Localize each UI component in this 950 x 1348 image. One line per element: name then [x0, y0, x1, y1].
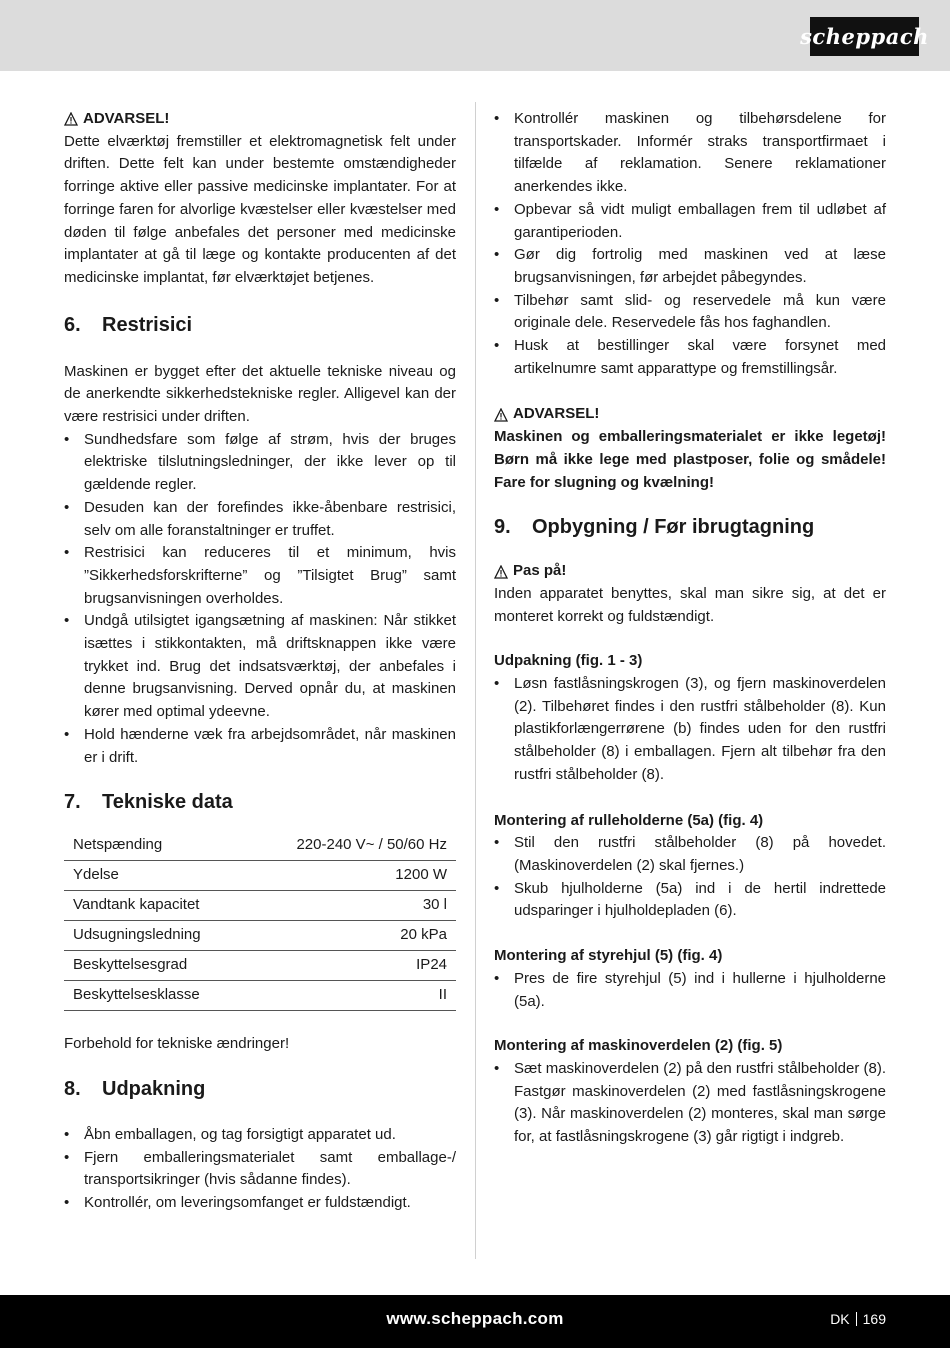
- section-number: 7.: [64, 791, 81, 814]
- warning-title: ADVARSEL!: [513, 405, 600, 423]
- subsection-title: Montering af maskinoverdelen (2) (fig. 5): [494, 1037, 783, 1055]
- list-item: • Opbevar så vidt muligt emballagen frem til udløbet af garantiperioden.: [494, 199, 886, 244]
- list-item: • Løsn fastlåsningskrogen (3), og fjern maskinoverdelen (2). Tilbehøret findes i den rustfri stålbeholder (8). Kun plastikforlængerrørene (b) findes uden for den rustfri stålbeholder (8) i emballagen. Fjern alt tilbehør fra den rustfri stålbeholder (8).: [494, 673, 886, 787]
- section-number: 6.: [64, 313, 81, 336]
- list-item: • Undgå utilsigtet igangsætning af maskinen: Når stikket isættes i stikkontakten, må driftsknappen ikke være trykket ind. Brug det indsatsværktøj, der anbefales i denne brugsanvisning. Derved opnår du, at maskinen kører med optimal ydeevne.: [64, 610, 456, 724]
- list-item: • Kontrollér maskinen og tilbehørsdelene for transportskader. Informér straks transportfirmaet i tilfælde af reklamation. Senere reklamationer anerkendes ikke.: [494, 108, 886, 199]
- list-item: • Stil den rustfri stålbeholder (8) på hovedet. (Maskinoverdelen (2) skal fjernes.): [494, 832, 886, 877]
- list-item: • Pres de fire styrehjul (5) ind i hullerne i hjulholderne (5a).: [494, 968, 886, 1013]
- warning-triangle-icon: [494, 565, 508, 579]
- list-item: • Gør dig fortrolig med maskinen ved at læse brugsanvisningen, før arbejdet påbegyndes.: [494, 244, 886, 289]
- brand-logo-text: scheppach: [800, 24, 929, 49]
- list-item: • Sundhedsfare som følge af strøm, hvis der bruges elektriske tilslutningsledninger, der ikke lever op til gældende regler.: [64, 429, 456, 497]
- subsection-title: Montering af styrehjul (5) (fig. 4): [494, 947, 723, 965]
- list-item: • Åbn emballagen, og tag forsigtigt apparatet ud.: [64, 1124, 456, 1147]
- subsection-list: [494, 832, 886, 923]
- page-indicator: [830, 1311, 886, 1327]
- caution-text: Inden apparatet benyttes, skal man sikre sig, at det er monteret korrekt og fuldstændigt.: [494, 584, 886, 625]
- left-column: [64, 108, 456, 1215]
- section-title: Tekniske data: [102, 791, 233, 814]
- list-item: • Husk at bestillinger skal være forsynet med artikelnumre samt apparattype og fremstillingsår.: [494, 335, 886, 380]
- table-row: [64, 981, 456, 1011]
- page-number: 169: [862, 1311, 886, 1327]
- unpacking-continued-list: [494, 108, 886, 380]
- column-divider: [475, 102, 476, 1259]
- table-row: [64, 831, 456, 861]
- language-code: DK: [830, 1311, 850, 1327]
- warning-heading: [64, 108, 456, 131]
- section-6-heading: [64, 312, 456, 338]
- warning-title: ADVARSEL!: [83, 110, 170, 127]
- subsection-list: [494, 1058, 886, 1149]
- section-title: Restrisici: [102, 313, 193, 336]
- caution-heading: [494, 560, 886, 583]
- list-item: • Hold hænderne væk fra arbejdsområdet, når maskinen er i drift.: [64, 724, 456, 769]
- table-row: [64, 951, 456, 981]
- list-item: • Skub hjulholderne (5a) ind i de hertil indrettede udsparinger i hjulholdepladen (6).: [494, 878, 886, 923]
- subsection-list: [494, 673, 886, 787]
- section-title: Udpakning: [102, 1077, 206, 1100]
- section-number: 9.: [494, 516, 511, 539]
- footer-url[interactable]: www.scheppach.com: [386, 1309, 564, 1328]
- spec-label: Udsugningsledning: [64, 921, 246, 951]
- warning-triangle-icon: [494, 408, 508, 422]
- warning-text: Maskinen og emballeringsmaterialet er ikke legetøj! Børn må ikke lege med plastposer, folie og smådele! Fare for slugning og kvælning!: [494, 428, 886, 491]
- spec-label: Vandtank kapacitet: [64, 891, 246, 921]
- table-row: [64, 891, 456, 921]
- page-separator: [856, 1312, 857, 1326]
- spec-label: Netspænding: [64, 831, 246, 861]
- brand-logo: [800, 17, 929, 56]
- table-row: [64, 921, 456, 951]
- section-7-heading: [64, 789, 456, 815]
- spec-value: II: [246, 981, 456, 1011]
- subsection-list: [494, 968, 886, 1013]
- spec-value: 220-240 V~ / 50/60 Hz: [246, 831, 456, 861]
- warning-triangle-icon: [64, 112, 78, 126]
- spec-value: 20 kPa: [246, 921, 456, 951]
- section-8-heading: [64, 1076, 456, 1102]
- table-row: [64, 861, 456, 891]
- spec-label: Beskyttelsesklasse: [64, 981, 246, 1011]
- spec-note: Forbehold for tekniske ændringer!: [64, 1035, 290, 1053]
- list-item: • Tilbehør samt slid- og reservedele må kun være originale dele. Reservedele fås hos faghandlen.: [494, 290, 886, 335]
- spec-value: 1200 W: [246, 861, 456, 891]
- spec-label: Ydelse: [64, 861, 246, 891]
- subsection-title: Udpakning (fig. 1 - 3): [494, 652, 643, 670]
- caution-title: Pas på!: [513, 562, 567, 580]
- footer-bar: [0, 1295, 950, 1348]
- list-item: • Desuden kan der forefindes ikke-åbenbare restrisici, selv om alle foranstaltninger er truffet.: [64, 497, 456, 542]
- subsection-title: Montering af rulleholderne (5a) (fig. 4): [494, 811, 764, 829]
- section-6-intro: Maskinen er bygget efter det aktuelle tekniske niveau og de anerkendte sikkerhedstekniske regler. Alligevel kan der være restrisici under driften.: [64, 362, 456, 426]
- spec-value: IP24: [246, 951, 456, 981]
- list-item: • Sæt maskinoverdelen (2) på den rustfri stålbeholder (8). Fastgør maskinoverdelen (2) med fastlåsningskrogene (3). Når maskinoverdelen (2) monteres, skal man sørge for, at fastlåsningskrogene (3) går rigtigt i indgreb.: [494, 1058, 886, 1149]
- section-number: 8.: [64, 1077, 81, 1100]
- spec-table: [64, 831, 456, 1011]
- list-item: • Kontrollér, om leveringsomfanget er fuldstændigt.: [64, 1192, 456, 1215]
- warning-text: Dette elværktøj fremstiller et elektromagnetisk felt under driften. Dette felt kan under bestemte omstændigheder forringe aktive eller passive medicinske implantater. For at forringe faren for alvorlige kvæstelser eller kvæstelser med døden til følge anbefales det personer med medicinske implantater at gå til læge og kontakte producenten af det medicinske implantat, før elværktøjet betjenes.: [64, 132, 456, 286]
- right-column: [494, 108, 886, 1149]
- warning-heading: [494, 403, 886, 426]
- section-title: Opbygning / Før ibrugtagning: [532, 516, 815, 539]
- list-item: • Restrisici kan reduceres til et minimum, hvis ”Sikkerhedsforskrifterne” og ”Tilsigtet Brug” samt brugsanvisningen overholdes.: [64, 542, 456, 610]
- section-6-list: [64, 429, 456, 770]
- spec-label: Beskyttelsesgrad: [64, 951, 246, 981]
- list-item: • Fjern emballeringsmaterialet samt emballage-/ transportsikringer (hvis sådanne findes).: [64, 1147, 456, 1192]
- section-9-heading: [494, 514, 886, 540]
- spec-value: 30 l: [246, 891, 456, 921]
- section-8-list: [64, 1124, 456, 1215]
